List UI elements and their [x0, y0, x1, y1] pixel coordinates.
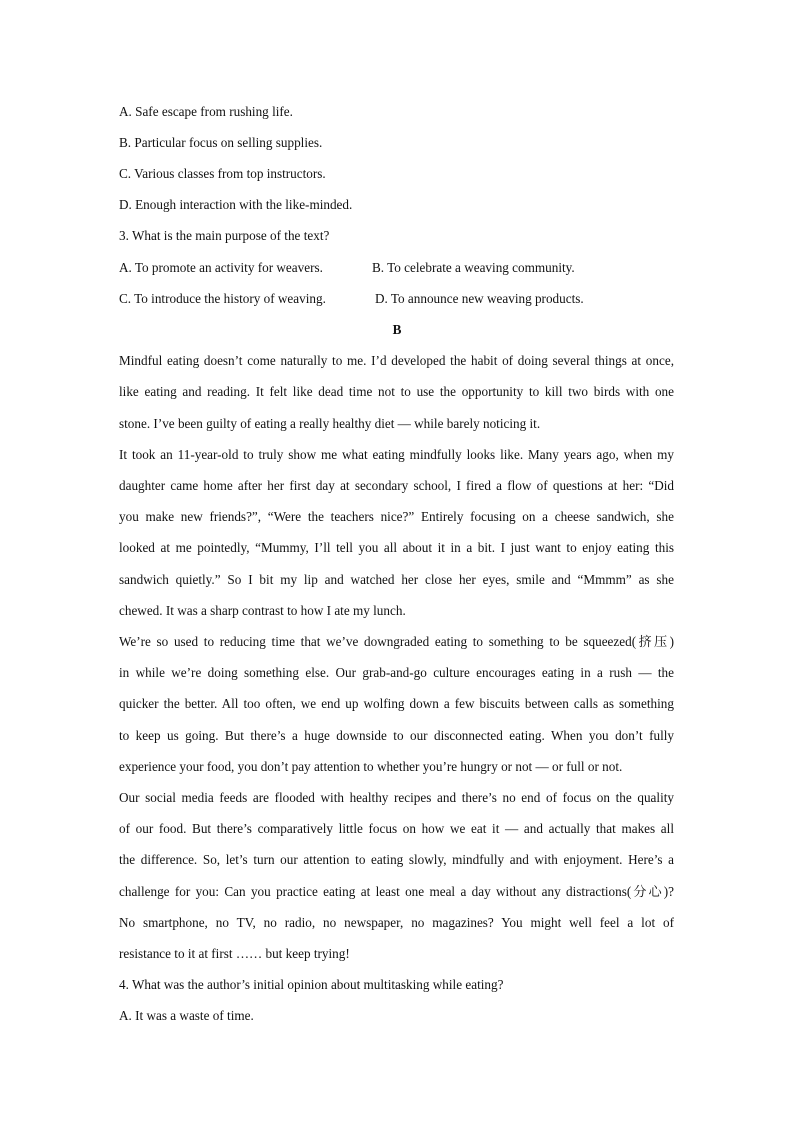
- passage-line: resistance to it at first …… but keep trying!: [119, 946, 350, 961]
- q3-option-d: D. To announce new weaving products.: [375, 291, 584, 306]
- passage-line: of our food. But there’s comparatively little focus on how we eat it — and actually that makes all: [119, 821, 674, 836]
- passage-line: chewed. It was a sharp contrast to how I ate my lunch.: [119, 603, 406, 618]
- q2-option-b: B. Particular focus on selling supplies.: [119, 135, 323, 150]
- q2-option-a: A. Safe escape from rushing life.: [119, 104, 293, 119]
- passage-line: in while we’re doing something else. Our grab-and-go culture encourages eating in a rush — the: [119, 665, 674, 680]
- q3-option-a: A. To promote an activity for weavers.: [119, 260, 323, 275]
- passage-line: like eating and reading. It felt like dead time not to use the opportunity to kill two birds with one: [119, 384, 674, 399]
- passage-line: challenge for you: Can you practice eating at least one meal a day without any distractions(分心)?: [119, 884, 674, 899]
- passage-line: Mindful eating doesn’t come naturally to me. I’d developed the habit of doing several things at once,: [119, 353, 674, 368]
- passage-line: daughter came home after her first day at secondary school, I fired a flow of questions at her: “Did: [119, 478, 674, 493]
- passage-line: sandwich quietly.” So I bit my lip and watched her close her eyes, smile and “Mmmm” as she: [119, 572, 674, 587]
- q2-option-c: C. Various classes from top instructors.: [119, 166, 326, 181]
- passage-line: looked at me pointedly, “Mummy, I’ll tell you all about it in a bit. I just want to enjoy eating this: [119, 540, 674, 555]
- q4-question: 4. What was the author’s initial opinion about multitasking while eating?: [119, 977, 504, 992]
- passage-line: the difference. So, let’s turn our attention to eating slowly, mindfully and with enjoyment. Here’s a: [119, 852, 674, 867]
- passage-line: to keep us going. But there’s a huge downside to our disconnected eating. When you don’t fully: [119, 728, 674, 743]
- passage-line: It took an 11-year-old to truly show me what eating mindfully looks like. Many years ago, when my: [119, 447, 674, 462]
- passage-line: quicker the better. All too often, we end up wolfing down a few biscuits between calls as something: [119, 696, 674, 711]
- q3-option-b: B. To celebrate a weaving community.: [372, 260, 575, 275]
- q4-option-a: A. It was a waste of time.: [119, 1008, 254, 1023]
- q3-question: 3. What is the main purpose of the text?: [119, 228, 330, 243]
- passage-line: We’re so used to reducing time that we’ve downgraded eating to something to be squeezed(挤压): [119, 634, 674, 649]
- passage-line: experience your food, you don’t pay attention to whether you’re hungry or not — or full or not.: [119, 759, 623, 774]
- passage-line: stone. I’ve been guilty of eating a really healthy diet — while barely noticing it.: [119, 416, 541, 431]
- passage-line: No smartphone, no TV, no radio, no newspaper, no magazines? You might well feel a lot of: [119, 915, 674, 930]
- q3-option-c: C. To introduce the history of weaving.: [119, 291, 326, 306]
- q2-option-d: D. Enough interaction with the like-minded.: [119, 197, 353, 212]
- passage-line: you make new friends?”, “Were the teachers nice?” Entirely focusing on a cheese sandwich, she: [119, 509, 674, 524]
- section-b-heading: B: [392, 322, 402, 337]
- passage-line: Our social media feeds are flooded with healthy recipes and there’s no end of focus on the quality: [119, 790, 674, 805]
